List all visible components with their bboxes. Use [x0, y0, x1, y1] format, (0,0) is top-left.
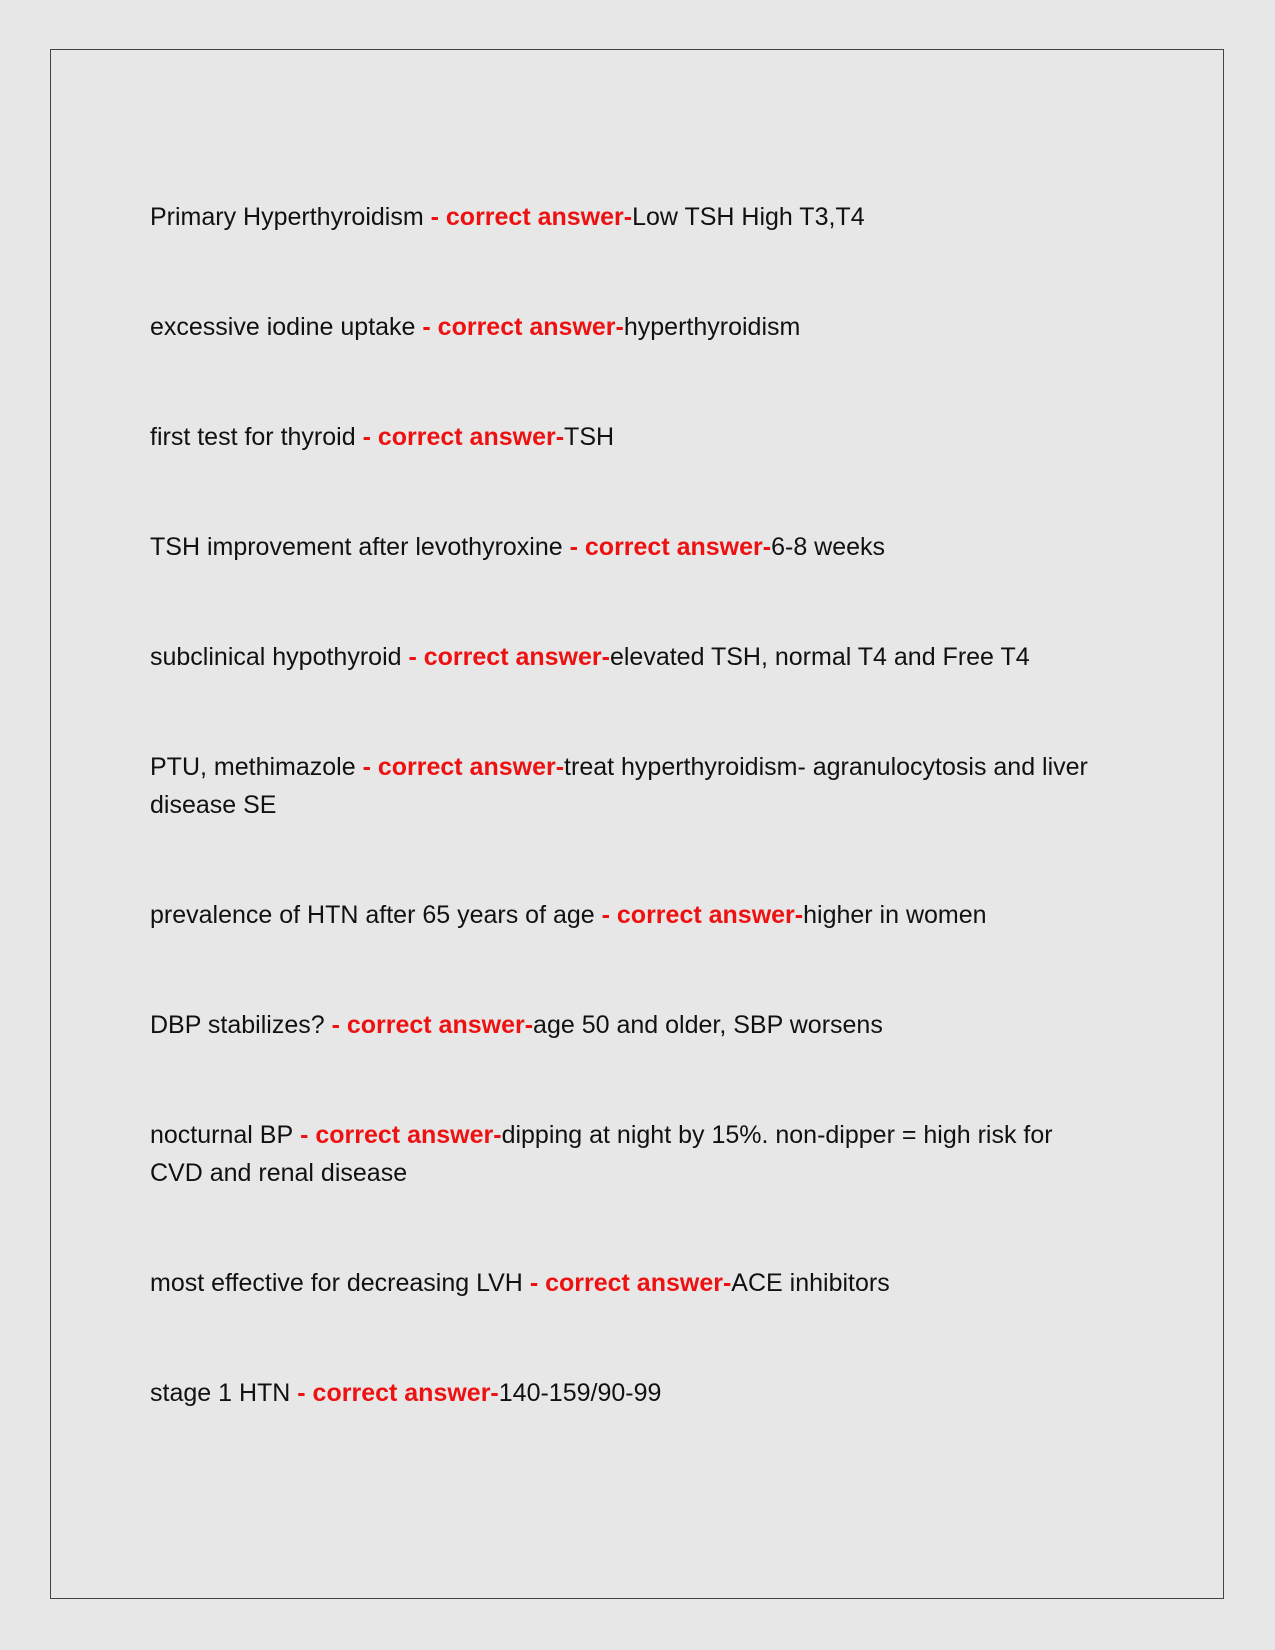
qa-item	[150, 418, 1110, 456]
answer-separator: - correct answer-	[562, 533, 772, 561]
qa-item	[150, 1264, 1110, 1302]
qa-item	[150, 1374, 1110, 1412]
answer-text: 140-159/90-99	[498, 1379, 662, 1407]
question-text: Primary Hyperthyroidism	[150, 203, 424, 231]
qa-item	[150, 1006, 1110, 1044]
answer-text: treat hyperthyroidism- agranulocytosis and liver disease SE	[150, 753, 1088, 819]
answer-text: Low TSH High T3,T4	[632, 203, 865, 231]
qa-item	[150, 528, 1110, 566]
answer-text: ACE inhibitors	[731, 1269, 890, 1297]
qa-item	[150, 638, 1110, 676]
answer-separator: - correct answer-	[293, 1121, 502, 1149]
answer-text: age 50 and older, SBP worsens	[533, 1011, 883, 1039]
answer-text: TSH	[564, 423, 615, 451]
answer-separator: - correct answer-	[355, 753, 565, 781]
qa-item	[150, 198, 1110, 236]
question-text: TSH improvement after levothyroxine	[150, 533, 563, 561]
question-text: excessive iodine uptake	[150, 313, 416, 341]
question-text: nocturnal BP	[150, 1121, 294, 1149]
qa-item	[150, 896, 1110, 934]
answer-text: hyperthyroidism	[623, 313, 801, 341]
answer-separator: - correct answer-	[423, 203, 633, 231]
answer-separator: - correct answer-	[324, 1011, 534, 1039]
answer-text: higher in women	[803, 901, 987, 929]
question-text: stage 1 HTN	[150, 1379, 291, 1407]
question-text: most effective for decreasing LVH	[150, 1269, 523, 1297]
qa-list	[150, 198, 1110, 1412]
answer-separator: - correct answer-	[290, 1379, 499, 1407]
answer-text: dipping at night by 15%. non-dipper = high risk for CVD and renal disease	[150, 1121, 1053, 1187]
answer-text: elevated TSH, normal T4 and Free T4	[609, 643, 1030, 671]
question-text: first test for thyroid	[150, 423, 356, 451]
question-text: PTU, methimazole	[150, 753, 356, 781]
answer-separator: - correct answer-	[401, 643, 610, 671]
question-text: DBP stabilizes?	[150, 1011, 325, 1039]
answer-separator: - correct answer-	[355, 423, 565, 451]
qa-item	[150, 308, 1110, 346]
answer-separator: - correct answer-	[522, 1269, 732, 1297]
qa-item	[150, 1116, 1110, 1192]
answer-separator: - correct answer-	[415, 313, 624, 341]
question-text: prevalence of HTN after 65 years of age	[150, 901, 595, 929]
answer-text: 6-8 weeks	[771, 533, 886, 561]
answer-separator: - correct answer-	[594, 901, 804, 929]
question-text: subclinical hypothyroid	[150, 643, 402, 671]
qa-item	[150, 748, 1110, 824]
